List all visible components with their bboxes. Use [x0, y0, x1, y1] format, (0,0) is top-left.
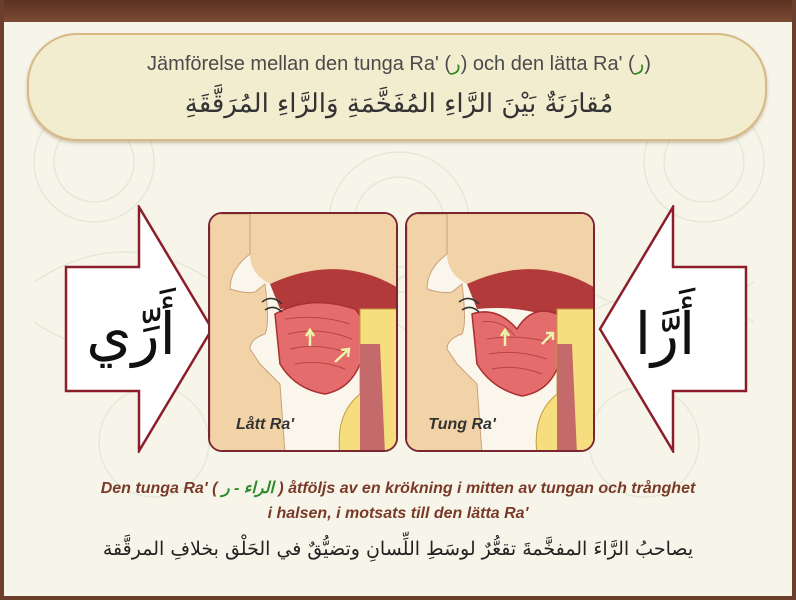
light-ra-label: Lått Ra': [235, 416, 295, 433]
caption-line-1: [20, 476, 776, 501]
title-banner: [27, 33, 767, 141]
caption-line-2: i halsen, i motsats till den lätta Ra': [267, 505, 529, 522]
caption-arabic-ra: الراء - ر: [221, 480, 274, 497]
title-ra-letter-1: ر: [451, 53, 461, 75]
caption-swedish: [20, 476, 776, 526]
heavy-ra-label: Tung Ra': [428, 416, 496, 433]
caption-arabic: يصاحبُ الرَّاءَ المفخَّمةَ تقعُّرٌ لوسَطِ اللِّسانِ وتضيُّقٌ في الحَلْق بخلافِ المرقَّقة: [102, 538, 694, 560]
title-ra-letter-2: ر: [634, 53, 645, 75]
top-frame-band: [0, 0, 796, 22]
word-light-ra: أَرِّي: [86, 300, 176, 368]
page-title: [29, 51, 769, 76]
title-text-start: Jämförelse mellan den tunga Ra' (: [147, 53, 452, 75]
left-frame-band: [0, 0, 4, 600]
bottom-frame-band: [0, 596, 796, 600]
right-frame-band: [792, 0, 796, 600]
light-ra-diagram-panel: [208, 212, 398, 452]
arabic-title: مُقارَنَةٌ بَيْنَ الرَّاءِ المُفَخَّمَةِ وَالرَّاءِ المُرَقَّقَةِ: [184, 89, 614, 119]
heavy-ra-diagram-panel: [405, 212, 595, 452]
caption-line-1-end: ) åtföljs av en krökning i mitten av tungan och trånghet: [273, 480, 696, 497]
word-heavy-ra: أَرَّا: [634, 300, 696, 368]
title-text-end: ): [644, 53, 651, 75]
caption-line-1-start: Den tunga Ra' (: [100, 480, 222, 497]
title-text-middle: ) och den lätta Ra' (: [460, 53, 635, 75]
